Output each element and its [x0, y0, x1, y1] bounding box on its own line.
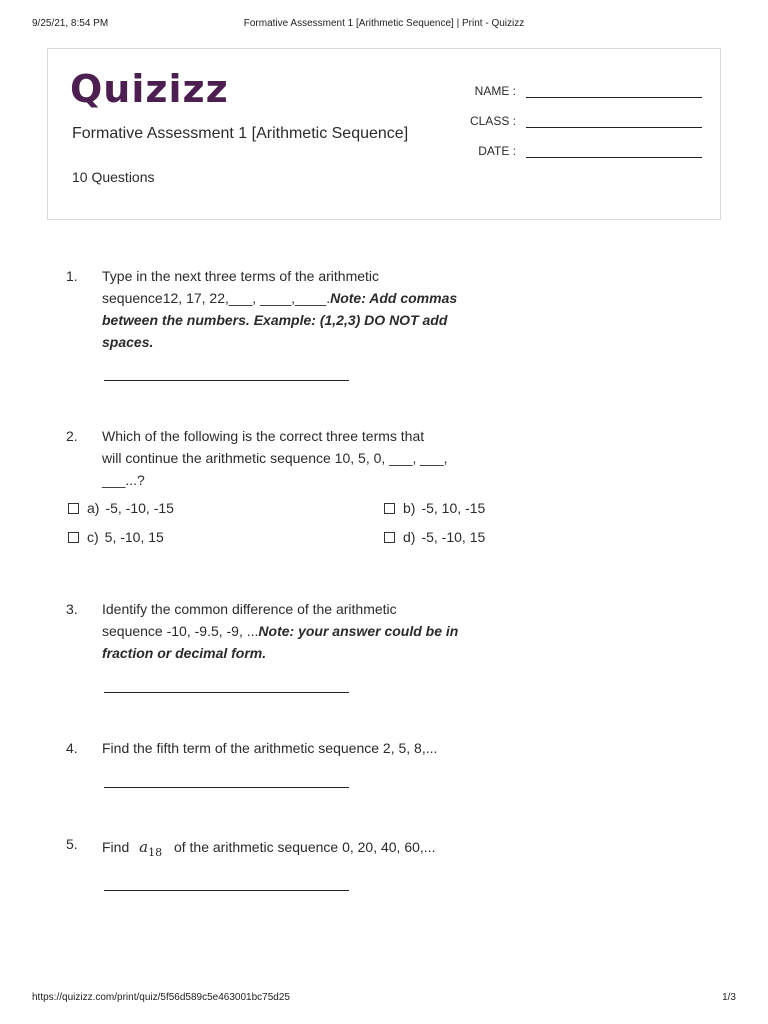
name-input-line[interactable] [526, 97, 702, 98]
option-text: 5, -10, 15 [104, 529, 164, 545]
date-label: DATE : [478, 144, 516, 158]
date-field [468, 143, 708, 163]
question-note: Note: Add commas [330, 290, 458, 306]
option-letter: d) [403, 529, 416, 545]
answer-line-4[interactable] [104, 787, 349, 788]
checkbox[interactable] [384, 503, 395, 514]
question-note-line: between the numbers. Example: (1,2,3) DO NOT add [102, 312, 448, 328]
math-expression [139, 838, 163, 859]
option-d[interactable] [384, 528, 485, 546]
question-line: Identify the common difference of the arithmetic [102, 601, 397, 617]
question-line: will continue the arithmetic sequence 10, 5, 0, ___, ___, [102, 450, 448, 466]
option-text: -5, -10, 15 [421, 529, 486, 545]
class-field [468, 113, 708, 133]
option-a[interactable] [68, 499, 174, 517]
option-c[interactable] [68, 528, 164, 546]
name-label: NAME : [474, 84, 516, 98]
print-footer [0, 992, 768, 1006]
question-text [102, 598, 472, 664]
print-url: https://quizizz.com/print/quiz/5f56d589c5e463001bc75d25 [32, 992, 290, 1003]
option-b[interactable] [384, 499, 485, 517]
question-number: 2. [66, 428, 78, 444]
question-text [102, 425, 472, 491]
class-input-line[interactable] [526, 127, 702, 128]
quiz-header-box [47, 48, 721, 220]
question-line [102, 287, 472, 309]
question-suffix: of the arithmetic sequence 0, 20, 40, 60,... [173, 839, 436, 855]
checkbox[interactable] [68, 503, 79, 514]
class-label: CLASS : [469, 114, 516, 128]
math-variable: a [139, 838, 149, 856]
answer-line-1[interactable] [104, 380, 349, 381]
print-timestamp: 9/25/21, 8:54 PM [32, 18, 109, 29]
question-line-text: sequence12, 17, 22,___, ____,____. [102, 290, 331, 306]
quizizz-logo: Quizizz [70, 67, 229, 111]
answer-line-5[interactable] [104, 890, 349, 891]
checkbox[interactable] [384, 532, 395, 543]
question-line: Type in the next three terms of the arithmetic [102, 268, 380, 284]
question-note: Note: your answer could be in [258, 623, 459, 639]
question-prefix: Find [102, 839, 130, 855]
question-number: 1. [66, 268, 78, 284]
math-subscript: 18 [148, 846, 163, 859]
question-note-line: spaces. [102, 334, 154, 350]
option-letter: c) [87, 529, 99, 545]
question-line: Which of the following is the correct three terms that [102, 428, 425, 444]
option-text: -5, -10, -15 [105, 500, 174, 516]
print-header [0, 18, 768, 32]
question-number: 3. [66, 601, 78, 617]
print-page-title: Formative Assessment 1 [Arithmetic Sequence] | Print - Quizizz [243, 18, 525, 29]
answer-line-3[interactable] [104, 692, 349, 693]
question-line: ___...? [102, 472, 145, 488]
option-letter: a) [87, 500, 100, 516]
name-field [468, 83, 708, 103]
question-text [102, 836, 602, 864]
question-number: 5. [66, 836, 78, 852]
question-line [102, 620, 472, 642]
question-text [102, 265, 472, 353]
checkbox[interactable] [68, 532, 79, 543]
question-count: 10 Questions [72, 169, 155, 185]
question-text: Find the fifth term of the arithmetic sequence 2, 5, 8,... [102, 740, 438, 756]
question-note-line: fraction or decimal form. [102, 645, 267, 661]
option-letter: b) [403, 500, 416, 516]
question-line-text: sequence -10, -9.5, -9, ... [102, 623, 259, 639]
date-input-line[interactable] [526, 157, 702, 158]
option-text: -5, 10, -15 [421, 500, 486, 516]
page-number: 1/3 [722, 992, 736, 1003]
question-number: 4. [66, 740, 78, 756]
quiz-title: Formative Assessment 1 [Arithmetic Sequence] [72, 125, 409, 142]
